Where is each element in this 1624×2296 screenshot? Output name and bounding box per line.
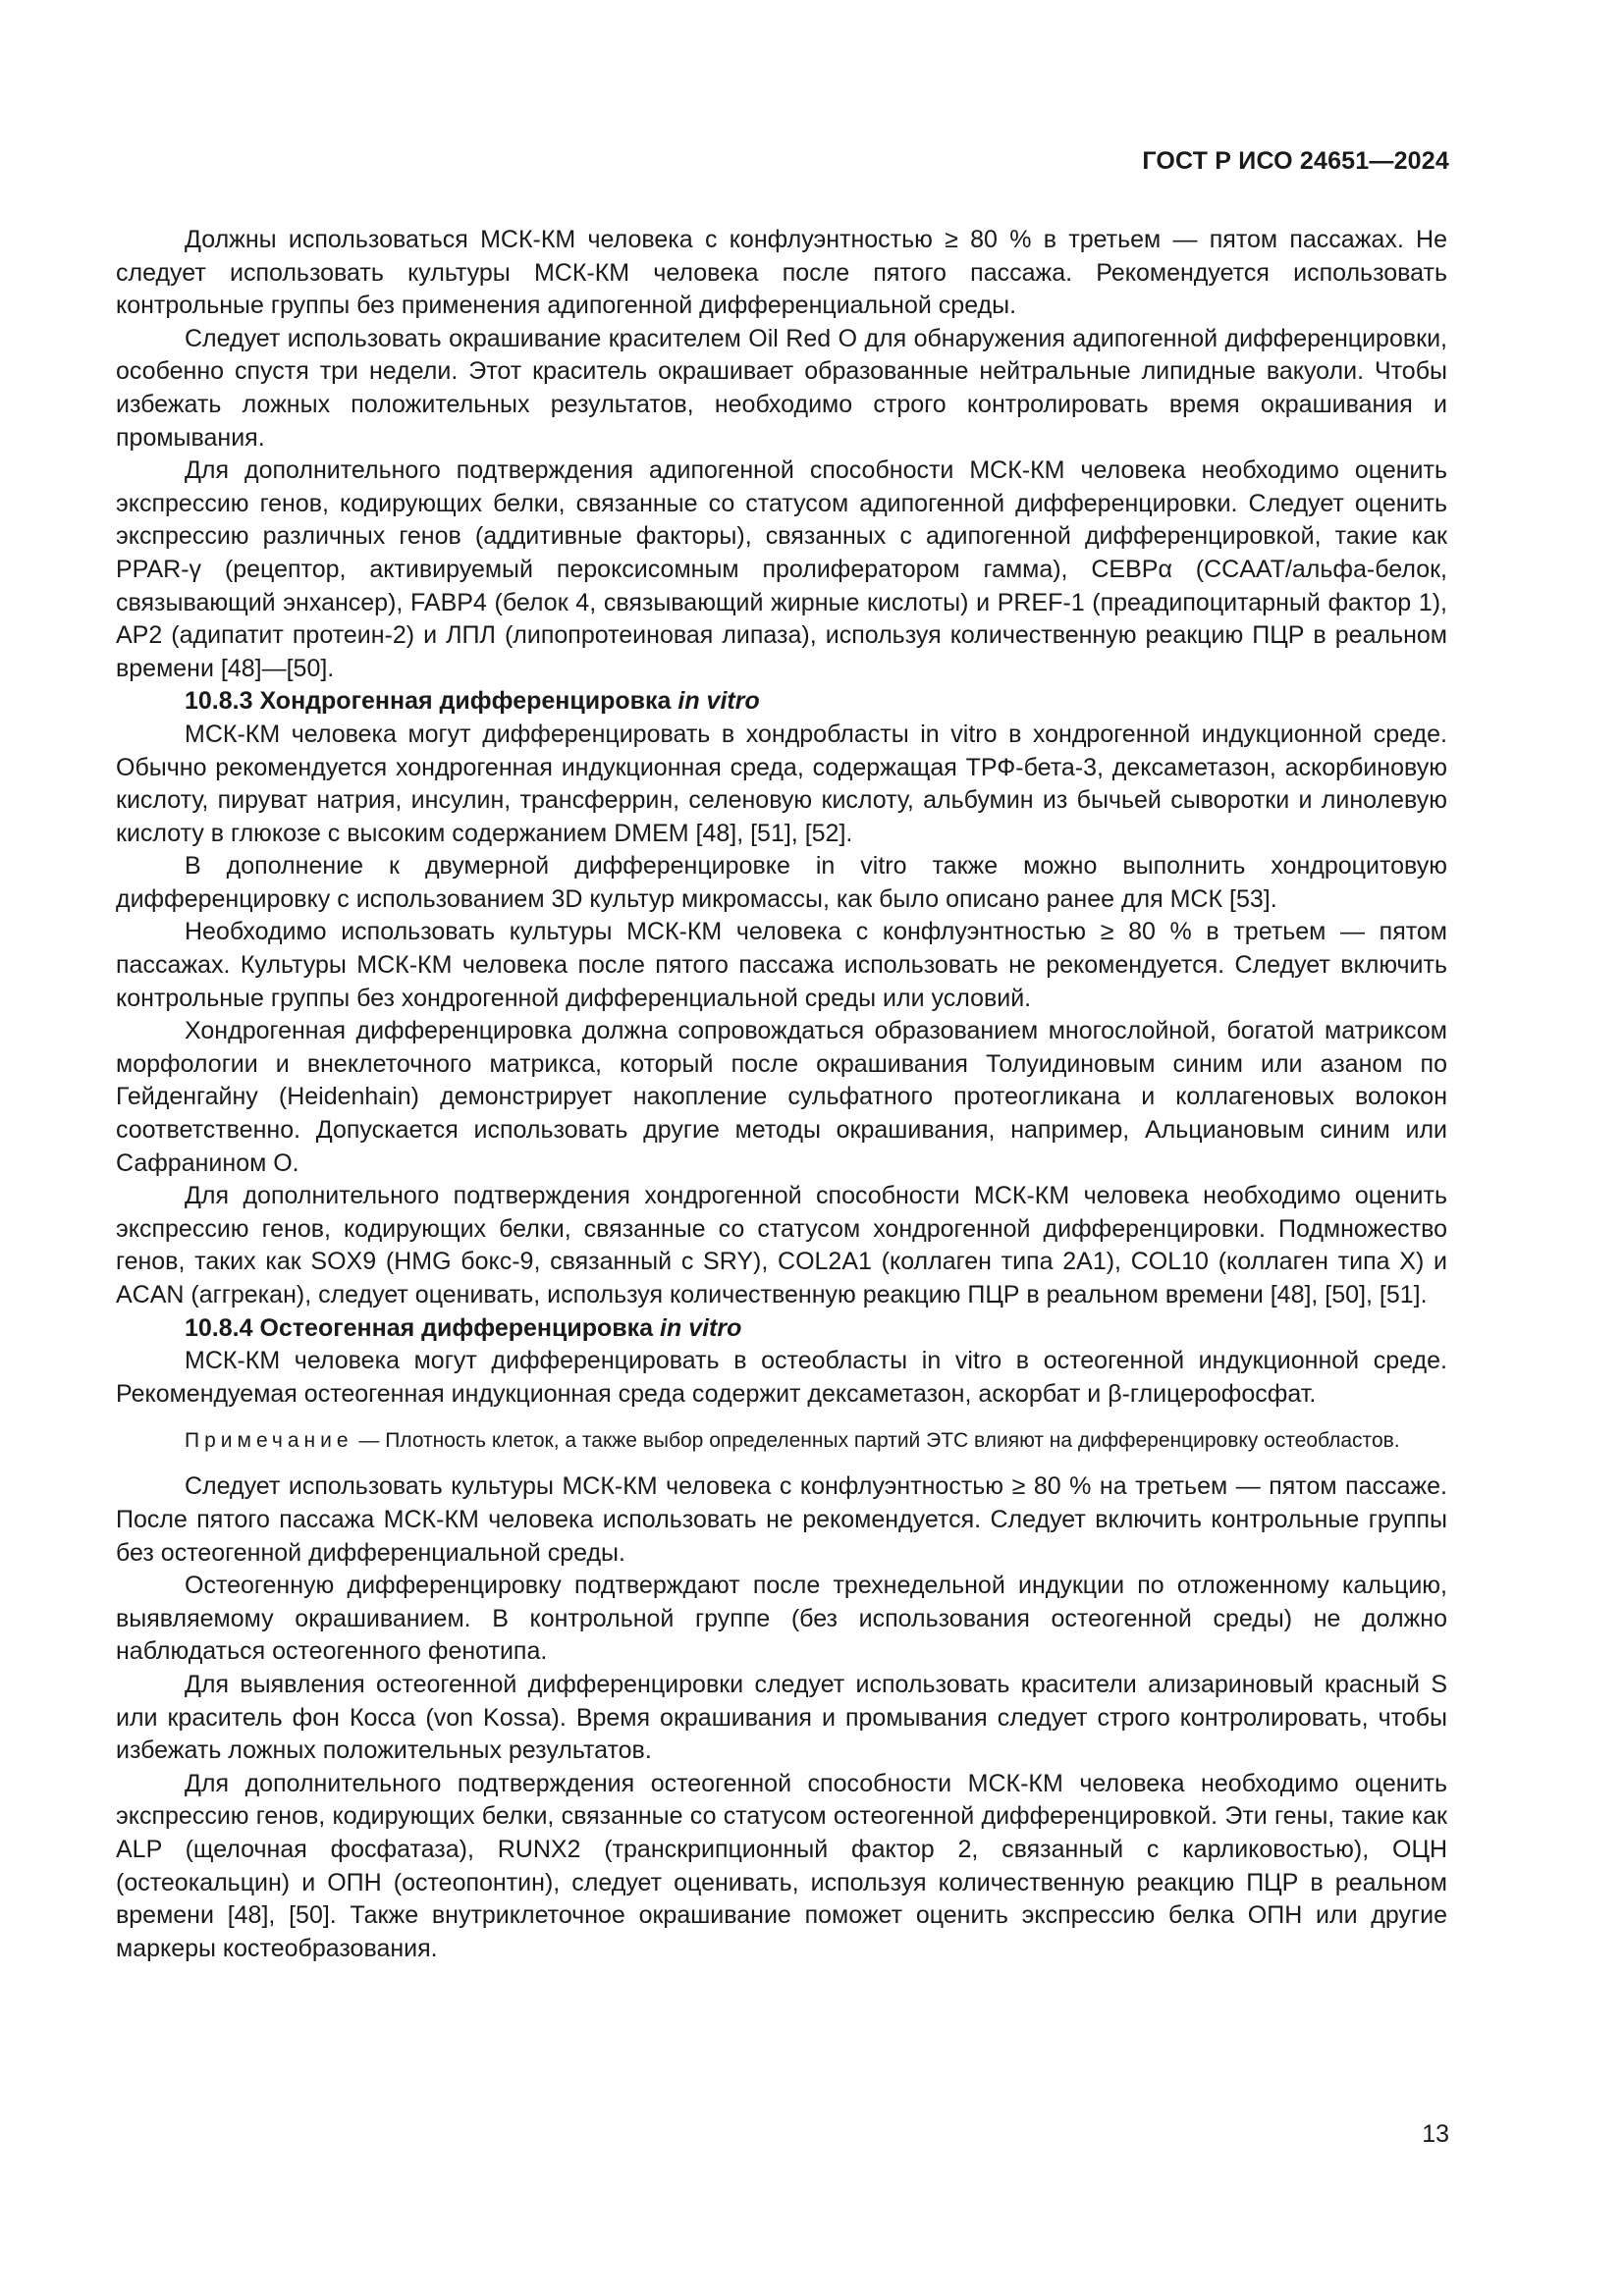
paragraph: Для дополнительного подтверждения остеогенной способности МСК-КМ человека необходимо оценить экспрессию генов, кодирующих белки, связанные со статусом остеогенной дифференцировкой. Эти гены, такие как ALP (щелочная фосфатаза), RUNX2 (транскрипционный фактор 2, связанный с карликовостью), ОЦН (остеокальцин) и ОПН (остеопонтин), следует оценивать, используя количественную реакцию ПЦР в реальном времени [48], [50]. Также внутриклеточное окрашивание поможет оценить экспрессию белка ОПН или другие маркеры костеобразования.: [116, 1769, 1447, 1962]
paragraph: Остеогенную дифференцировку подтверждают после трехнедельной индукции по отложенному кальцию, выявляемому окрашиванием. В контрольной группе (без использования остеогенной среды) не должно наблюдаться остеогенного фенотипа.: [116, 1572, 1447, 1666]
paragraph: В дополнение к двумерной дифференцировке in vitro также можно выполнить хондроцитовую дифференцировку с использованием 3D культур микромассы, как было описано ранее для МСК [53].: [116, 852, 1447, 913]
section-heading-10-8-3: [116, 685, 1447, 719]
paragraph: Для дополнительного подтверждения хондрогенной способности МСК-КМ человека необходимо оценить экспрессию генов, кодирующих белки, связанные со статусом хондрогенной дифференцировки. Подмножество генов, таких как SOX9 (HMG бокс-9, связанный с SRY), COL2A1 (коллаген типа 2A1), COL10 (коллаген типа X) и ACAN (аггрекан), следует оценивать, используя количественную реакцию ПЦР в реальном времени [48], [50], [51].: [116, 1182, 1447, 1308]
paragraph: Для выявления остеогенной дифференцировки следует использовать красители ализариновый красный S или краситель фон Косса (von Kossa). Время окрашивания и промывания следует строго контролировать, чтобы избежать ложных положительных результатов.: [116, 1670, 1447, 1765]
note-text: — Плотность клеток, а также выбор определенных партий ЭТС влияют на дифференцировку остеобластов.: [352, 1429, 1400, 1453]
note: [116, 1426, 1447, 1455]
section-heading-italic: in vitro: [660, 1313, 742, 1342]
paragraph: Хондрогенная дифференцировка должна сопровождаться образованием многослойной, богатой матриксом морфологии и внеклеточного матрикса, который после окрашивания Толуидиновым синим или азаном по Гейденгайну (Heidenhain) демонстрирует накопление сульфатного протеогликана и коллагеновых волокон соответственно. Допускается использовать другие методы окрашивания, например, Альциановым синим или Сафранином О.: [116, 1017, 1447, 1177]
document-header: ГОСТ Р ИСО 24651—2024: [1142, 147, 1449, 175]
section-heading-text: 10.8.4 Остеогенная дифференцировка: [185, 1313, 654, 1342]
paragraph: Должны использоваться МСК-КМ человека с конфлуэнтностью ≥ 80 % в третьем — пятом пассажах. Не следует использовать культуры МСК-КМ человека после пятого пассажа. Рекомендуется использовать контрольные группы без применения адипогенной дифференциальной среды.: [116, 226, 1447, 320]
paragraph: МСК-КМ человека могут дифференцировать в остеобласты in vitro в остеогенной индукционной среде. Рекомендуемая остеогенная индукционная среда содержит дексаметазон, аскорбат и β-глицерофосфат.: [116, 1347, 1447, 1408]
paragraph: Для дополнительного подтверждения адипогенной способности МСК-КМ человека необходимо оценить экспрессию генов, кодирующих белки, связанные со статусом адипогенной дифференцировки. Следует оценить экспрессию различных генов (аддитивные факторы), связанных с адипогенной дифференцировкой, такие как PPAR-γ (рецептор, активируемый пероксисомным пролифератором гамма), CEBPα (CCAAT/альфа-белок, связывающий энхансер), FABP4 (белок 4, связывающий жирные кислоты) и PREF-1 (преадипоцитарный фактор 1), AP2 (адипатит протеин-2) и ЛПЛ (липопротеиновая липаза), используя количественную реакцию ПЦР в реальном времени [48]—[50].: [116, 456, 1447, 682]
section-heading-10-8-4: [116, 1312, 1447, 1346]
paragraph: Необходимо использовать культуры МСК-КМ человека с конфлуэнтностью ≥ 80 % в третьем — пятом пассажах. Культуры МСК-КМ человека после пятого пассажа использовать не рекомендуется. Следует включить контрольные группы без хондрогенной дифференциальной среды или условий.: [116, 918, 1447, 1012]
note-label: Примечание: [185, 1429, 353, 1453]
section-heading-text: 10.8.3 Хондрогенная дифференцировка: [185, 687, 672, 716]
paragraph: Следует использовать окрашивание красителем Oil Red O для обнаружения адипогенной дифференцировки, особенно спустя три недели. Этот краситель окрашивает образованные нейтральные липидные вакуоли. Чтобы избежать ложных положительных результатов, необходимо строго контролировать время окрашивания и промывания.: [116, 324, 1447, 452]
section-heading-italic: in vitro: [677, 687, 760, 716]
page-number: 13: [1422, 2120, 1449, 2148]
paragraph: МСК-КМ человека могут дифференцировать в хондробласты in vitro в хондрогенной индукционной среде. Обычно рекомендуется хондрогенная индукционная среда, содержащая ТРФ-бета-3, дексаметазон, аскорбиновую кислоту, пируват натрия, инсулин, трансферрин, селеновую кислоту, альбумин из бычьей сыворотки и линолевую кислоту в глюкозе с высоким содержанием DMEM [48], [51], [52].: [116, 720, 1447, 847]
document-body: [116, 224, 1447, 1965]
paragraph: Следует использовать культуры МСК-КМ человека с конфлуэнтностью ≥ 80 % на третьем — пятом пассаже. После пятого пассажа МСК-КМ человека использовать не рекомендуется. Следует включить контрольные группы без остеогенной дифференциальной среды.: [116, 1472, 1447, 1567]
